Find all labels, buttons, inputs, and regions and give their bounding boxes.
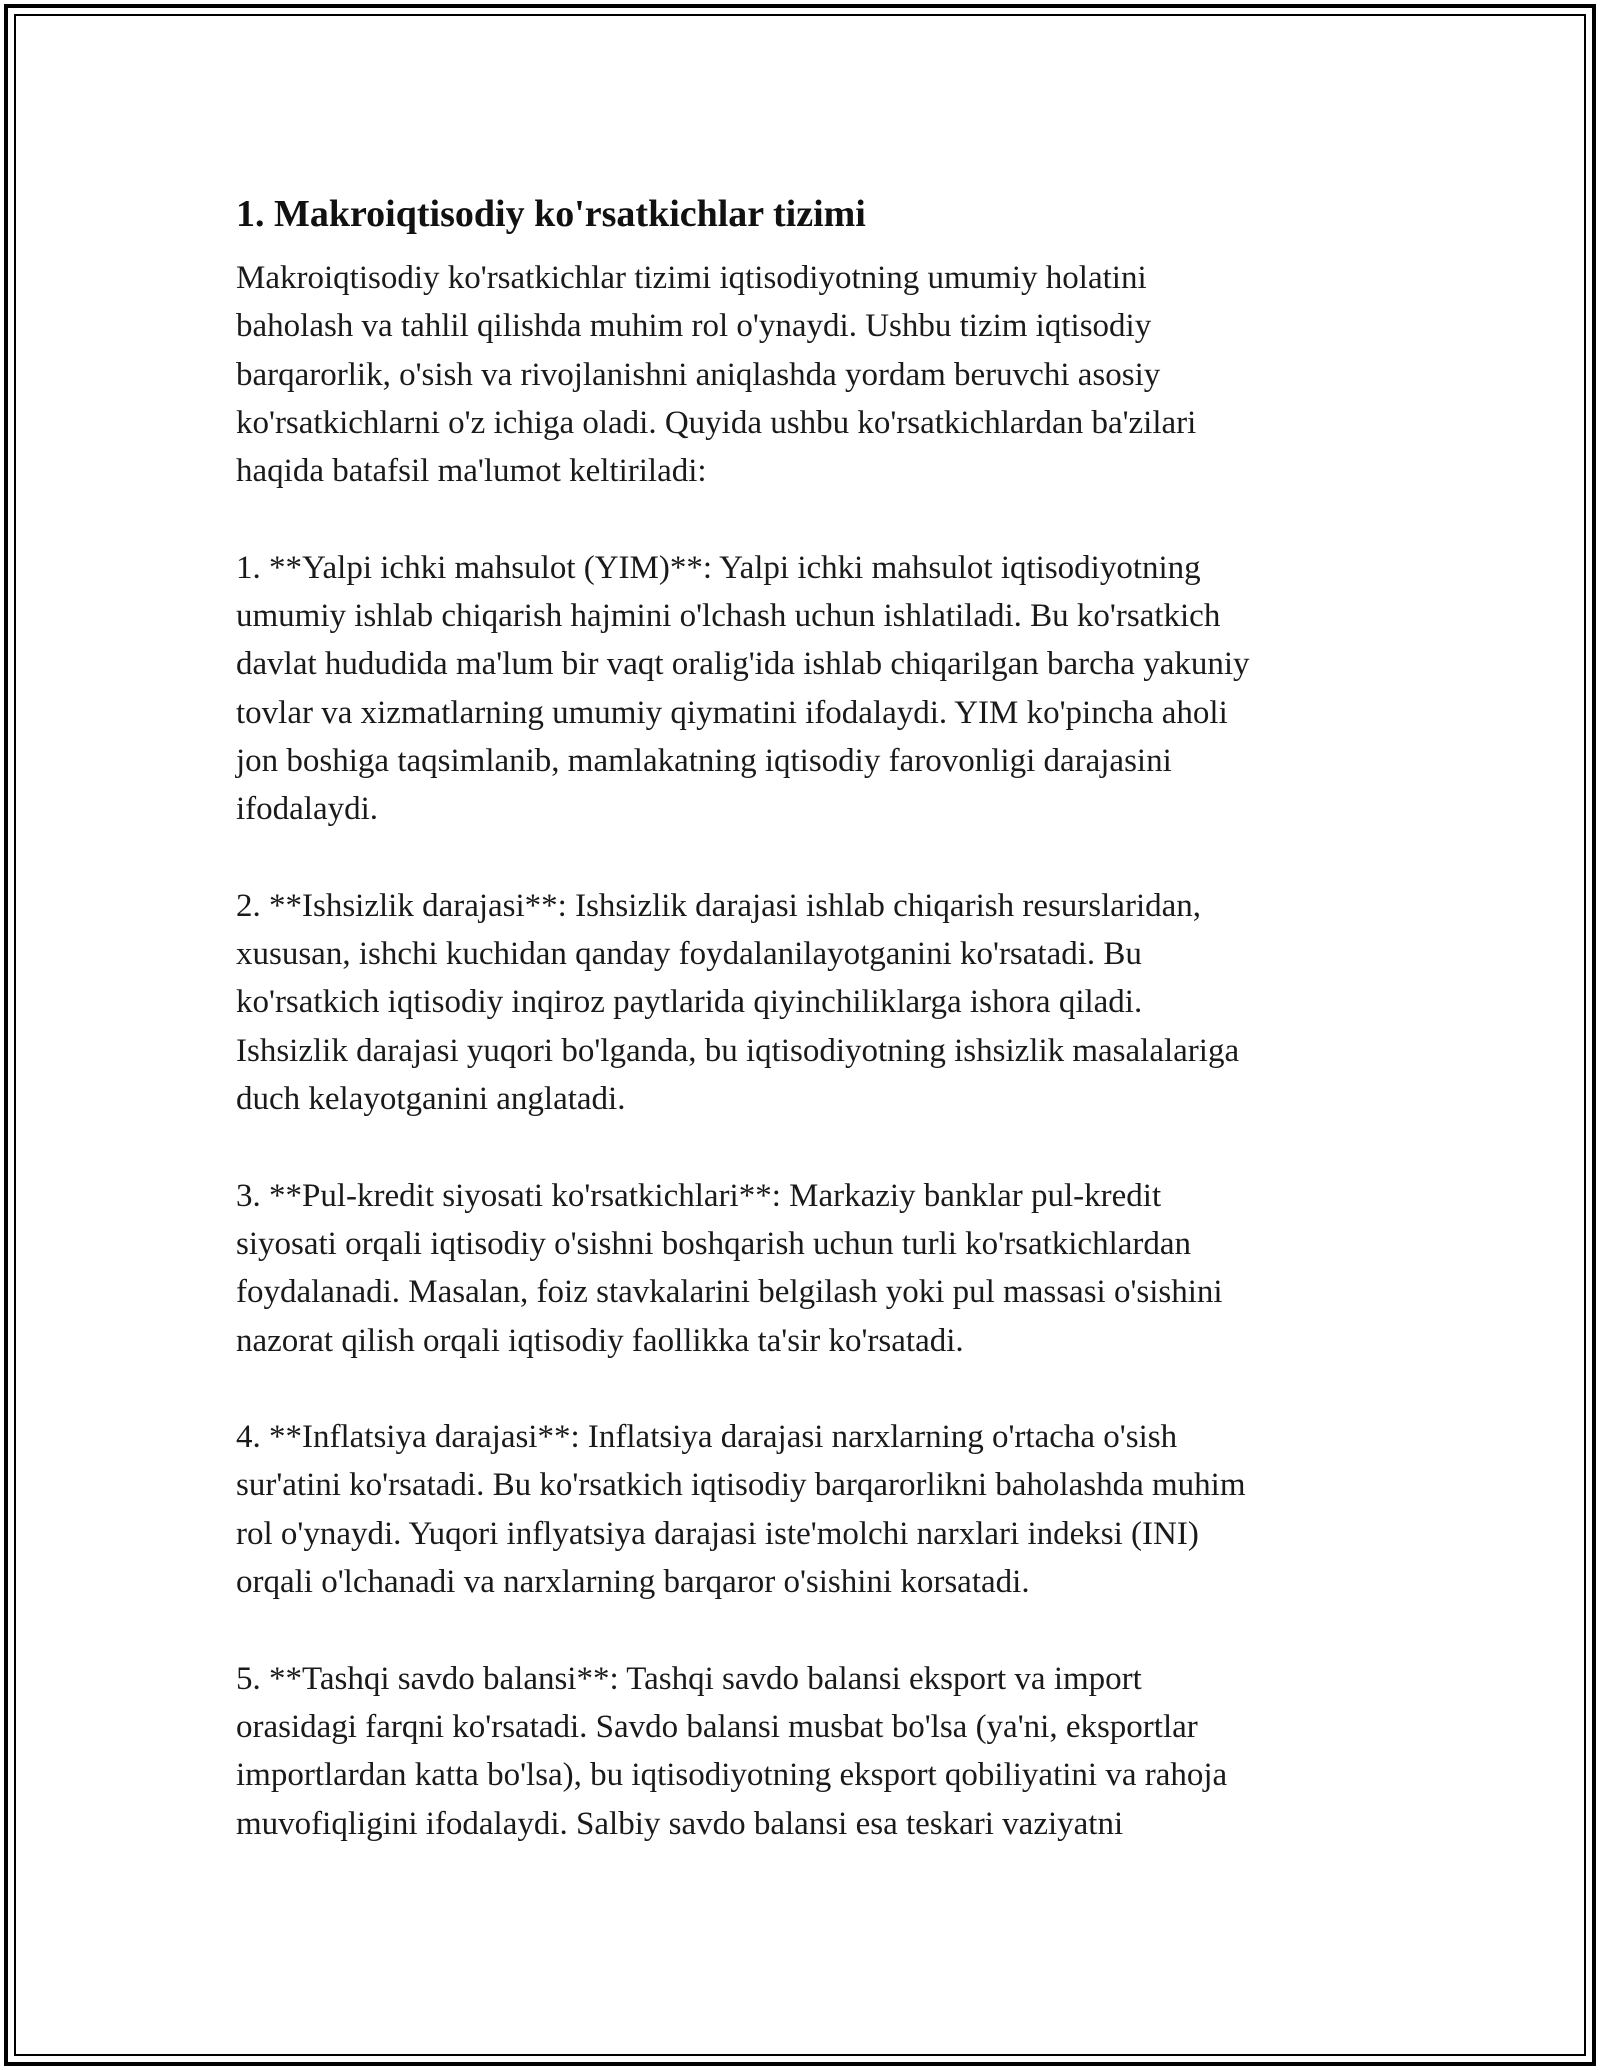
paragraph-inflation: 4. **Inflatsiya darajasi**: Inflatsiya darajasi narxlarning o'rtacha o'sish sur'atini ko'rsatadi. Bu ko'rsatkich iqtisodiy barqarorlikni baholashda muhim rol o'ynaydi. Yuqori inflyatsiya darajasi iste'molchi narxlari indeksi (INI) orqali o'lchanadi va narxlarning barqaror o'sishini korsatadi. [236,1419,1246,1601]
paragraph-trade-balance: 5. **Tashqi savdo balansi**: Tashqi savdo balansi eksport va import orasidagi farqni ko'rsatadi. Savdo balansi musbat bo'lsa (ya'ni, eksportlar importlardan katta bo'lsa), bu iqtisodiyotning eksport qobiliyatini va rahoja muvofiqligini ifodalaydi. Salbiy savdo balansi esa teskari vaziyatni [236,1660,1228,1842]
document-body [236,188,1376,1896]
paragraph-unemployment: 2. **Ishsizlik darajasi**: Ishsizlik darajasi ishlab chiqarish resurslaridan, xususan, ishchi kuchidan qanday foydalanilayotganini ko'rsatadi. Bu ko'rsatkich iqtisodiy inqiroz paytlarida qiyinchiliklarga ishora qiladi. Ishsizlik darajasi yuqori bo'lganda, bu iqtisodiyotning ishsizlik masalalariga duch kelayotganini anglatadi. [236,887,1240,1118]
intro-paragraph: Makroiqtisodiy ko'rsatkichlar tizimi iqtisodiyotning umumiy holatini baholash va tahlil qilishda muhim rol o'ynaydi. Ushbu tizim iqtisodiy barqarorlik, o'sish va rivojlanishni aniqlashda yordam beruvchi asosiy ko'rsatkichlarni o'z ichiga oladi. Quyida ushbu ko'rsatkichlardan ba'zilari haqida batafsil ma'lumot keltiriladi: [236,260,1197,490]
section-heading: 1. Makroiqtisodiy ko'rsatkichlar tizimi [236,193,866,235]
paragraph-gdp: 1. **Yalpi ichki mahsulot (YIM)**: Yalpi ichki mahsulot iqtisodiyotning umumiy ishlab chiqarish hajmini o'lchash uchun ishlatiladi. Bu ko'rsatkich davlat hududida ma'lum bir vaqt oralig'ida ishlab chiqarilgan barcha yakuniy tovlar va xizmatlarning umumiy qiymatini ifodalaydi. YIM ko'pincha aholi jon boshiga taqsimlanib, mamlakatning iqtisodiy farovonligi darajasini ifodalaydi. [236,549,1250,828]
paragraph-monetary-policy: 3. **Pul-kredit siyosati ko'rsatkichlari**: Markaziy banklar pul-kredit siyosati orqali iqtisodiy o'sishni boshqarish uchun turli ko'rsatkichlardan foydalanadi. Masalan, foiz stavkalarini belgilash yoki pul massasi o'sishini nazorat qilish orqali iqtisodiy faollikka ta'sir ko'rsatadi. [236,1177,1223,1359]
